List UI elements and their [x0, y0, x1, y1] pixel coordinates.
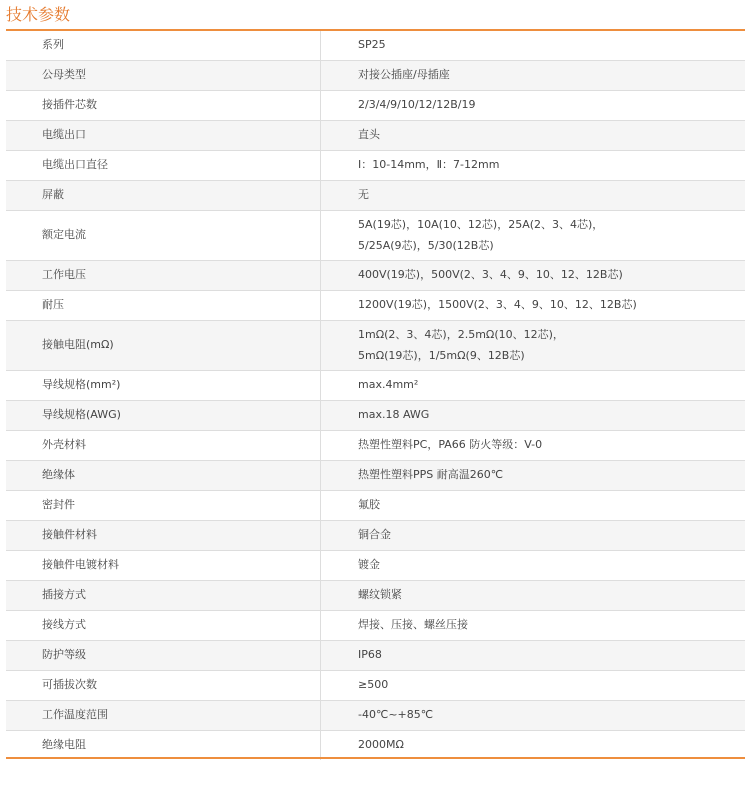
spec-value-line: IP68	[358, 648, 382, 662]
spec-row	[6, 291, 745, 321]
spec-value-line: 5mΩ(19芯)，1/5mΩ(9、12B芯)	[358, 348, 525, 362]
spec-value	[321, 521, 746, 551]
spec-value	[321, 581, 746, 611]
spec-value-line: max.18 AWG	[358, 408, 430, 422]
spec-value-line: SP25	[358, 38, 386, 52]
spec-row	[6, 151, 745, 181]
section-title: 技术参数	[6, 5, 71, 24]
spec-value-line: -40℃~+85℃	[358, 708, 434, 722]
spec-row	[6, 521, 745, 551]
spec-value	[321, 181, 746, 211]
spec-value	[321, 461, 746, 491]
spec-value-line: 铜合金	[358, 528, 391, 542]
spec-label: 导线规格(mm²)	[6, 371, 321, 401]
spec-row	[6, 581, 745, 611]
spec-value-line: 2000MΩ	[358, 738, 404, 752]
spec-row	[6, 261, 745, 291]
spec-row	[6, 491, 745, 521]
spec-label: 绝缘电阻	[6, 731, 321, 761]
spec-row	[6, 31, 745, 61]
spec-value	[321, 371, 746, 401]
spec-value	[321, 641, 746, 671]
spec-row	[6, 641, 745, 671]
spec-value	[321, 31, 746, 61]
spec-value-line: 螺纹锁紧	[358, 588, 402, 602]
spec-label: 防护等级	[6, 641, 321, 671]
spec-label: 接触件电镀材料	[6, 551, 321, 581]
spec-value-line: 热塑性塑料PC，PA66 防火等级：V-0	[358, 438, 543, 452]
spec-label: 电缆出口直径	[6, 151, 321, 181]
spec-value-line: max.4mm²	[358, 378, 419, 392]
spec-value-line: 1mΩ(2、3、4芯)，2.5mΩ(10、12芯)，	[358, 328, 564, 341]
spec-label: 额定电流	[6, 211, 321, 261]
spec-label: 绝缘体	[6, 461, 321, 491]
spec-value-line: ≥500	[358, 678, 389, 692]
spec-row	[6, 611, 745, 641]
spec-label: 接触电阻(mΩ)	[6, 321, 321, 371]
spec-row	[6, 701, 745, 731]
spec-value	[321, 701, 746, 731]
spec-value-line: 镀金	[358, 558, 380, 572]
spec-row	[6, 401, 745, 431]
spec-label: 外壳材料	[6, 431, 321, 461]
spec-value-line: 无	[358, 188, 369, 202]
spec-row	[6, 91, 745, 121]
spec-value-line: 1200V(19芯)，1500V(2、3、4、9、10、12、12B芯)	[358, 298, 637, 312]
spec-label: 屏蔽	[6, 181, 321, 211]
bottom-divider	[6, 757, 745, 759]
spec-label: 插接方式	[6, 581, 321, 611]
spec-value	[321, 61, 746, 91]
spec-table	[6, 31, 745, 760]
spec-value-line: 5A(19芯)，10A(10、12芯)，25A(2、3、4芯)，	[358, 218, 604, 231]
spec-label: 工作电压	[6, 261, 321, 291]
spec-value	[321, 211, 746, 261]
spec-label: 导线规格(AWG)	[6, 401, 321, 431]
spec-value	[321, 291, 746, 321]
spec-value-line: 焊接、压接、螺丝压接	[358, 618, 468, 632]
spec-label: 耐压	[6, 291, 321, 321]
spec-value-line: 5/25A(9芯)，5/30(12B芯)	[358, 238, 494, 252]
spec-label: 公母类型	[6, 61, 321, 91]
spec-value	[321, 151, 746, 181]
spec-value-line: 对接公插座/母插座	[358, 68, 450, 82]
spec-value	[321, 121, 746, 151]
spec-row	[6, 551, 745, 581]
spec-row	[6, 461, 745, 491]
spec-row	[6, 61, 745, 91]
spec-table-body	[6, 31, 745, 760]
spec-label: 接插件芯数	[6, 91, 321, 121]
spec-row	[6, 181, 745, 211]
spec-value	[321, 261, 746, 291]
spec-value	[321, 321, 746, 371]
spec-value	[321, 431, 746, 461]
spec-value	[321, 671, 746, 701]
spec-value	[321, 551, 746, 581]
spec-row	[6, 731, 745, 761]
spec-value-line: 热塑性塑料PPS 耐高温260℃	[358, 468, 504, 482]
spec-label: 密封件	[6, 491, 321, 521]
spec-value-line: 氟胶	[358, 498, 380, 512]
spec-row	[6, 671, 745, 701]
spec-value	[321, 611, 746, 641]
spec-label: 电缆出口	[6, 121, 321, 151]
spec-value-line: 直头	[358, 128, 380, 142]
spec-value-line: Ⅰ：10-14mm，Ⅱ：7-12mm	[358, 158, 500, 172]
spec-row	[6, 121, 745, 151]
spec-label: 工作温度范围	[6, 701, 321, 731]
spec-value	[321, 91, 746, 121]
spec-value	[321, 491, 746, 521]
spec-label: 接线方式	[6, 611, 321, 641]
spec-label: 系列	[6, 31, 321, 61]
spec-row	[6, 371, 745, 401]
spec-label: 可插拔次数	[6, 671, 321, 701]
spec-value-line: 2/3/4/9/10/12/12B/19	[358, 98, 476, 112]
spec-value	[321, 731, 746, 761]
spec-row	[6, 211, 745, 261]
spec-label: 接触件材料	[6, 521, 321, 551]
spec-row	[6, 321, 745, 371]
spec-value-line: 400V(19芯)，500V(2、3、4、9、10、12、12B芯)	[358, 268, 623, 282]
spec-row	[6, 431, 745, 461]
spec-value	[321, 401, 746, 431]
